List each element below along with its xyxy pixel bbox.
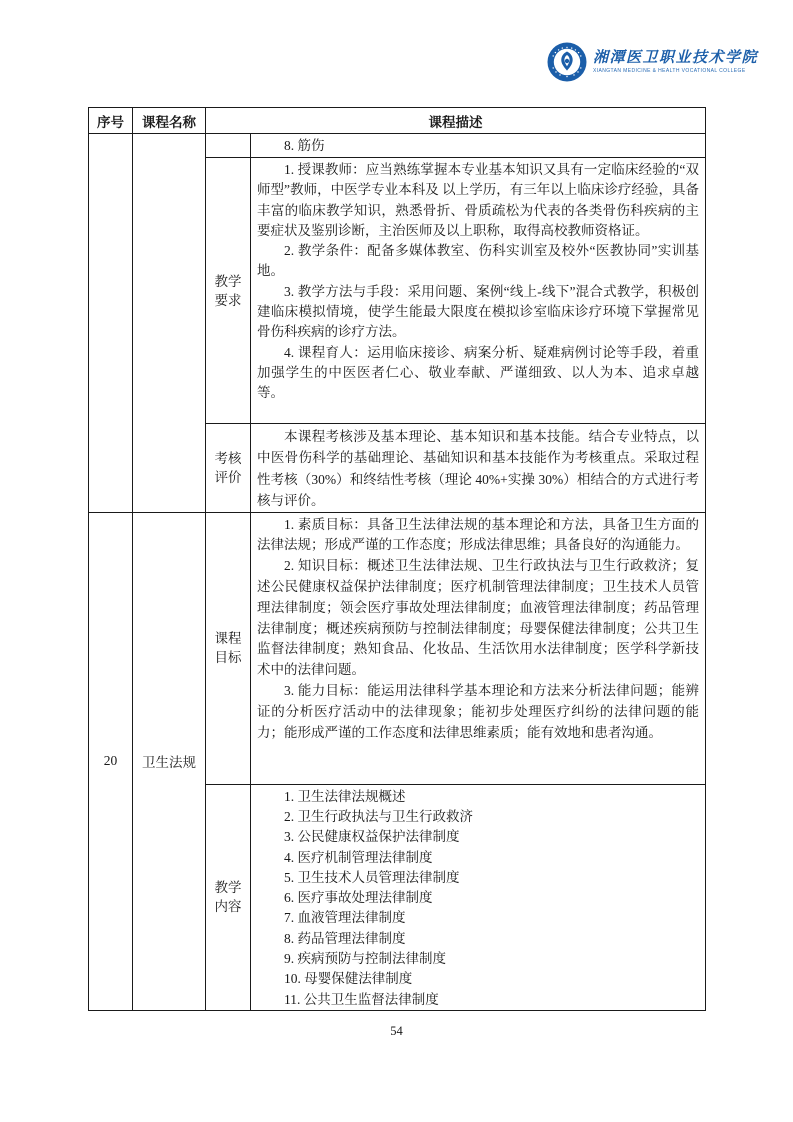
paragraph: 1. 素质目标：具备卫生法律法规的基本理论和方法，具备卫生方面的法律法规；形成严谨的工作态度；形成法律思维；具备良好的沟通能力。 (257, 516, 699, 553)
carryover-empty-label-cell (206, 134, 251, 158)
course20-name-cell: 卫生法规 (133, 512, 206, 1010)
table-row (89, 512, 706, 784)
content-item: 5. 卫生技术人员管理法律制度 (284, 869, 460, 885)
header-description: 课程描述 (206, 108, 706, 134)
content-item: 2. 卫生行政执法与卫生行政救济 (284, 808, 473, 824)
content-item: 8. 药品管理法律制度 (284, 930, 406, 946)
paragraph: 2. 教学条件：配备多媒体教室、伤科实训室及校外“医教协同”实训基地。 (257, 243, 699, 279)
header-seq: 序号 (89, 108, 133, 134)
carryover-name-cell (133, 134, 206, 513)
section-label-teaching-content: 教学内容 (206, 784, 251, 1010)
assessment-cell (251, 424, 706, 513)
course-goals-cell (251, 512, 706, 784)
table-header-row (89, 108, 706, 134)
paragraph: 3. 教学方法与手段：采用问题、案例“线上-线下”混合式教学，积极创建临床模拟情境，使学生能最大限度在模拟诊室临床诊疗环境下掌握常见骨伤科疾病的诊疗方法。 (257, 283, 699, 340)
course20-seq-cell: 20 (89, 512, 133, 1010)
paragraph: 3. 能力目标：能运用法律科学基本理论和方法来分析法律问题；能辨证的分析医疗活动中的法律现象；能初步处理医疗纠纷的法律问题的能力；能形成严谨的工作态度和法律思维素质；能有效地和患者沟通。 (257, 683, 699, 740)
content-item: 6. 医疗事故处理法律制度 (284, 890, 433, 906)
content-item: 11. 公共卫生监督法律制度 (284, 991, 439, 1007)
college-logo-icon (547, 42, 587, 82)
content-item: 7. 血液管理法律制度 (284, 910, 406, 926)
content-item: 8. 筋伤 (284, 138, 325, 153)
content-item: 4. 医疗机制管理法律制度 (284, 849, 433, 865)
college-name-cn: 湘潭医卫职业技术学院 (593, 50, 759, 66)
section-label-course-goals: 课程目标 (206, 512, 251, 784)
paragraph: 4. 课程育人：运用临床接诊、病案分析、疑难病例讨论等手段，着重加强学生的中医医者仁心、敬业奉献、严谨细致、以人为本、追求卓越等。 (257, 344, 699, 401)
college-name-en: XIANGTAN MEDICINE & HEALTH VOCATIONAL COLLEGE (593, 68, 746, 74)
content-item: 9. 疾病预防与控制法律制度 (284, 951, 446, 966)
content-item: 3. 公民健康权益保护法律制度 (284, 829, 460, 845)
content-item: 10. 母婴保健法律制度 (284, 971, 413, 987)
section-label-teaching-requirements: 教学要求 (206, 158, 251, 424)
paragraph: 本课程考核涉及基本理论、基本知识和基本技能。结合专业特点，以中医骨伤科学的基础理论、基础知识和基本技能作为考核重点。采取过程性考核（30%）和终结性考核（理论 40%+实操 30%）相结合的方式进行考核与评价。 (257, 429, 699, 509)
teaching-content-cell (251, 784, 706, 1010)
table-row (89, 134, 706, 158)
carryover-content-cell (251, 134, 706, 158)
college-logo (547, 42, 758, 82)
page-number: 54 (390, 1024, 403, 1038)
paragraph: 1. 授课教师：应当熟练掌握本专业基本知识又具有一定临床经验的“双师型”教师，中医学专业本科及 以上学历，有三年以上临床诊疗经验，具备丰富的临床教学知识，熟悉骨折、骨质疏松为代表的各类骨伤科疾病的主要症状及鉴别诊断，主治医师及以上职称，取得高校教师资格证。 (257, 162, 699, 238)
paragraph: 2. 知识目标：概述卫生法律法规、卫生行政执法与卫生行政救济；复述公民健康权益保护法律制度；医疗机制管理法律制度；卫生技术人员管理法律制度；领会医疗事故处理法律制度；血液管理法律制度；药品管理法律制度；概述疾病预防与控制法律制度；母婴保健法律制度；公共卫生监督法律制度；熟知食品、化妆品、生活饮用水法律制度；医学科学新技术中的法律问题。 (257, 558, 699, 678)
carryover-seq-cell (89, 134, 133, 513)
section-label-assessment: 考核评价 (206, 424, 251, 513)
teaching-requirements-cell (251, 158, 706, 424)
course-description-table (88, 107, 706, 1011)
header-course-name: 课程名称 (133, 108, 206, 134)
content-item: 1. 卫生法律法规概述 (284, 788, 406, 804)
